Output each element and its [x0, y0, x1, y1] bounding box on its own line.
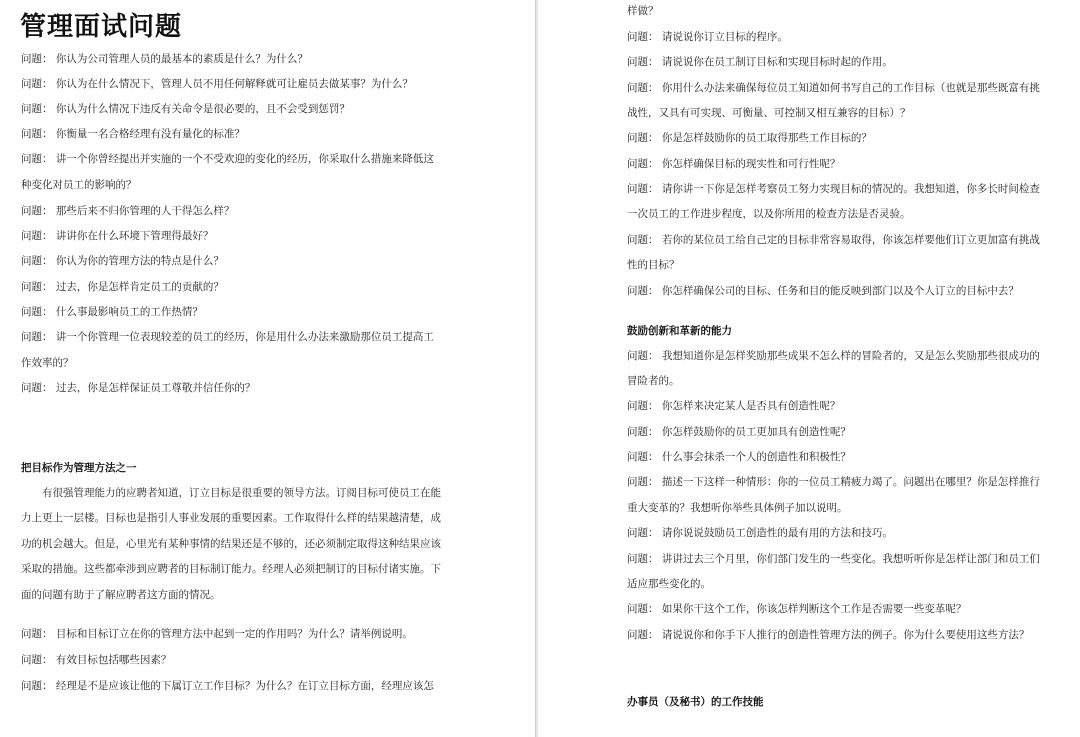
question-line: 问题： 我想知道你是怎样奖励那些成果不怎么样的冒险者的，又是怎么奖励那些很成功的 — [627, 350, 1040, 362]
section-heading: 把目标作为管理方法之一 — [21, 462, 137, 474]
question-line: 问题： 你是怎样鼓励你的员工取得那些工作目标的？ — [627, 132, 872, 144]
question-line: 问题： 过去，你是怎样保证员工尊敬并信任你的？ — [21, 382, 256, 394]
question-line: 问题： 描述一下这样一种情形：你的一位员工精疲力竭了。问题出在哪里？你是怎样推行 — [627, 476, 1040, 488]
question-line: 一次员工的工作进步程度，以及你所用的检查方法是否灵验。 — [627, 208, 911, 220]
question-line: 问题： 什么事最影响员工的工作热情？ — [21, 306, 203, 318]
question-line: 问题： 那些后来不归你管理的人干得怎么样？ — [21, 205, 235, 217]
question-line: 作效率的？ — [21, 357, 74, 369]
question-line: 问题： 有效目标包括哪些因素？ — [21, 654, 172, 666]
question-line: 问题： 你认为公司管理人员的最基本的素质是什么？为什么？ — [21, 53, 308, 65]
question-line: 问题： 请你讲一下你是怎样考察员工努力实现目标的情况的。我想知道，你多长时间检查 — [627, 183, 1040, 195]
question-line: 问题： 你认为在什么情况下，管理人员不用任何解释就可让雇员去做某事？为什么？ — [21, 78, 413, 90]
section-heading: 办事员（及秘书）的工作技能 — [627, 696, 764, 708]
page-title: 管理面试问题 — [20, 12, 183, 42]
question-line: 问题： 请你说说鼓励员工创造性的最有用的方法和技巧。 — [627, 527, 893, 539]
question-line: 问题： 请说说你和你手下人推行的创造性管理方法的例子。你为什么要使用这些方法？ — [627, 629, 1030, 641]
question-line: 冒险者的。 — [627, 375, 680, 387]
question-line: 问题： 讲一个你曾经提出并实施的一个不受欢迎的变化的经历，你采取什么措施来降低这 — [21, 153, 434, 165]
question-line: 问题： 你怎样确保公司的目标、任务和目的能反映到部门以及个人订立的目标中去？ — [627, 285, 1019, 297]
question-line: 问题： 你怎样确保目标的现实性和可行性呢？ — [627, 158, 841, 170]
question-line: 问题： 如果你干这个工作，你该怎样判断这个工作是否需要一些变革呢？ — [627, 603, 967, 615]
question-line: 问题： 过去，你是怎样肯定员工的贡献的？ — [21, 281, 224, 293]
section-heading: 鼓励创新和革新的能力 — [627, 325, 732, 337]
question-line: 问题： 目标和目标订立在你的管理方法中起到一定的作用吗？为什么？请举例说明。 — [21, 628, 413, 640]
question-line: 问题： 你怎样鼓励你的员工更加具有创造性呢？ — [627, 426, 851, 438]
paragraph-line: 面的问题有助于了解应聘者这方面的情况。 — [21, 589, 221, 601]
right-page — [538, 0, 1080, 737]
left-page — [0, 0, 535, 737]
question-line: 问题： 讲一个你管理一位表现较差的员工的经历，你是用什么办法来激励那位员工提高工 — [21, 331, 434, 343]
question-line: 问题： 讲讲过去三个月里，你们部门发生的一些变化。我想听听你是怎样让部门和员工们 — [627, 553, 1040, 565]
question-line: 问题： 你用什么办法来确保每位员工知道如何书写自己的工作目标（也就是那些既富有挑 — [627, 82, 1040, 94]
question-line: 问题： 若你的某位员工给自己定的目标非常容易取得，你该怎样要他们订立更加富有挑战 — [627, 234, 1040, 246]
question-line: 问题： 经理是不是应该让他的下属订立工作目标？为什么？在订立目标方面，经理应该怎 — [21, 680, 434, 692]
question-line: 问题： 请说说你订立目标的程序。 — [627, 31, 788, 43]
paragraph-line: 有很强管理能力的应聘者知道，订立目标是很重要的领导方法。订阅目标可使员工在能 — [42, 487, 441, 499]
question-line: 性的目标？ — [627, 259, 680, 271]
paragraph-line: 采取的措施。这些都牵涉到应聘者的目标制订能力。经理人必须把制订的目标付诸实施。下 — [21, 563, 441, 575]
question-line: 问题： 什么事会抹杀一个人的创造性和积极性？ — [627, 451, 851, 463]
question-line: 重大变革的？我想听你举些具体例子加以说明。 — [627, 502, 848, 514]
paragraph-line: 功的机会越大。但是，心里光有某种事情的结果还是不够的，还必须制定取得这种结果应该 — [21, 538, 441, 550]
paragraph-line: 力上更上一层楼。目标也是指引人事业发展的重要因素。工作取得什么样的结果越清楚，成 — [21, 512, 441, 524]
question-line: 问题： 你怎样来决定某人是否具有创造性呢？ — [627, 400, 841, 412]
question-line: 样做？ — [627, 5, 659, 17]
question-line: 问题： 请说说你在员工制订目标和实现目标时起的作用。 — [627, 56, 893, 68]
question-line: 问题： 讲讲你在什么环境下管理得最好？ — [21, 230, 214, 242]
question-line: 战性，又具有可实现、可衡量、可控制又相互兼容的目标）？ — [627, 107, 911, 119]
question-line: 问题： 你认为你的管理方法的特点是什么？ — [21, 255, 224, 267]
question-line: 问题： 你衡量一名合格经理有没有量化的标准？ — [21, 128, 245, 140]
question-line: 种变化对员工的影响的？ — [21, 179, 137, 191]
question-line: 适应那些变化的。 — [627, 578, 711, 590]
question-line: 问题： 你认为什么情况下违反有关命令是很必要的，且不会受到惩罚？ — [21, 103, 350, 115]
